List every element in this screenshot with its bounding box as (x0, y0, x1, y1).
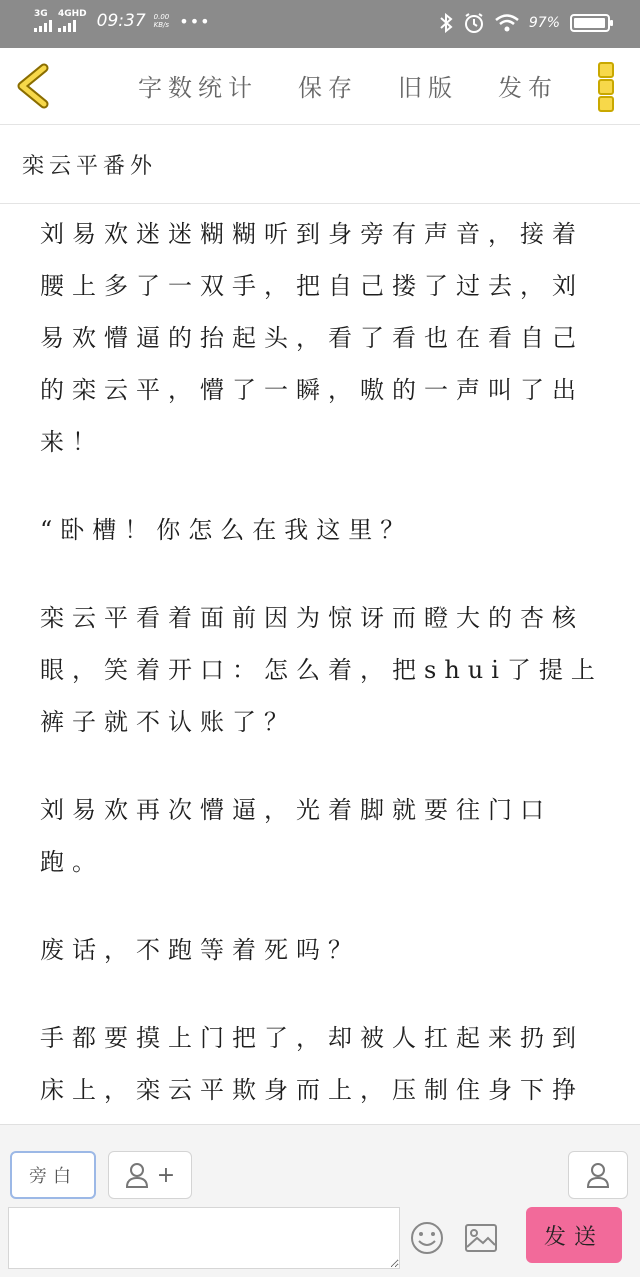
network-speed (154, 13, 170, 29)
signal-3g-icon (34, 10, 52, 32)
chapter-body[interactable] (0, 204, 640, 1124)
image-icon (464, 1223, 498, 1253)
chapter-title-row[interactable] (0, 125, 640, 204)
paragraph: “卧槽！你怎么在我这里？ (40, 516, 413, 544)
bluetooth-icon (439, 13, 453, 33)
network-label-2: 4GHD (58, 9, 87, 19)
chapter-title[interactable]: 栾云平番外 (22, 154, 158, 179)
role-select-button[interactable] (568, 1151, 628, 1199)
smiley-icon (410, 1221, 444, 1255)
paragraph: 栾云平看着面前因为惊讶而瞪大的杏核眼，笑着开口：怎么着，把shui了提上裤子就不认账了？ (40, 604, 603, 736)
paragraph: 手都要摸上门把了，却被人扛起来扔到床上，栾云平欺身而上，压制住身下挣 (40, 1024, 584, 1104)
message-input[interactable] (8, 1207, 400, 1269)
battery-percent: 97% (528, 15, 560, 31)
status-bar (0, 0, 640, 48)
alarm-icon (463, 12, 485, 34)
toolbar-actions (138, 68, 558, 103)
paragraph: 刘易欢再次懵逼，光着脚就要往门口跑。 (40, 796, 552, 876)
save-button[interactable]: 保存 (298, 74, 358, 102)
paragraph: 刘易欢迷迷糊糊听到身旁有声音，接着腰上多了一双手，把自己搂了过去，刘易欢懵逼的抬起头，看了看也在看自己的栾云平，懵了一瞬，嗷的一声叫了出来！ (40, 220, 584, 456)
speed-value: 0.00 (153, 13, 170, 21)
notification-more-icon: ••• (179, 11, 211, 31)
word-count-button[interactable]: 字数统计 (138, 74, 258, 102)
chevron-left-icon (14, 62, 54, 110)
more-vertical-icon[interactable] (598, 62, 614, 112)
image-button[interactable] (464, 1223, 498, 1257)
emoji-button[interactable] (410, 1221, 444, 1259)
paragraph: 废话，不跑等着死吗？ (40, 936, 360, 964)
speed-unit: KB/s (153, 21, 170, 29)
publish-button[interactable]: 发布 (498, 74, 558, 102)
editor-toolbar (0, 48, 640, 125)
composer-bar (0, 1124, 640, 1277)
network-label-1: 3G (34, 9, 48, 19)
battery-icon (570, 14, 610, 32)
battery-fill (574, 18, 605, 28)
status-left (34, 10, 211, 32)
signal-4g-icon (58, 10, 87, 32)
back-button[interactable] (14, 62, 54, 110)
add-role-button[interactable] (108, 1151, 192, 1199)
status-time: 09:37 (96, 11, 146, 31)
person-icon (586, 1162, 610, 1188)
wifi-icon (495, 14, 519, 32)
aside-button[interactable]: 旁白 (10, 1151, 96, 1199)
old-version-button[interactable]: 旧版 (398, 74, 458, 102)
status-right (439, 12, 610, 34)
send-button[interactable]: 发送 (526, 1207, 622, 1263)
person-icon (125, 1162, 149, 1188)
plus-icon: + (156, 1162, 176, 1188)
